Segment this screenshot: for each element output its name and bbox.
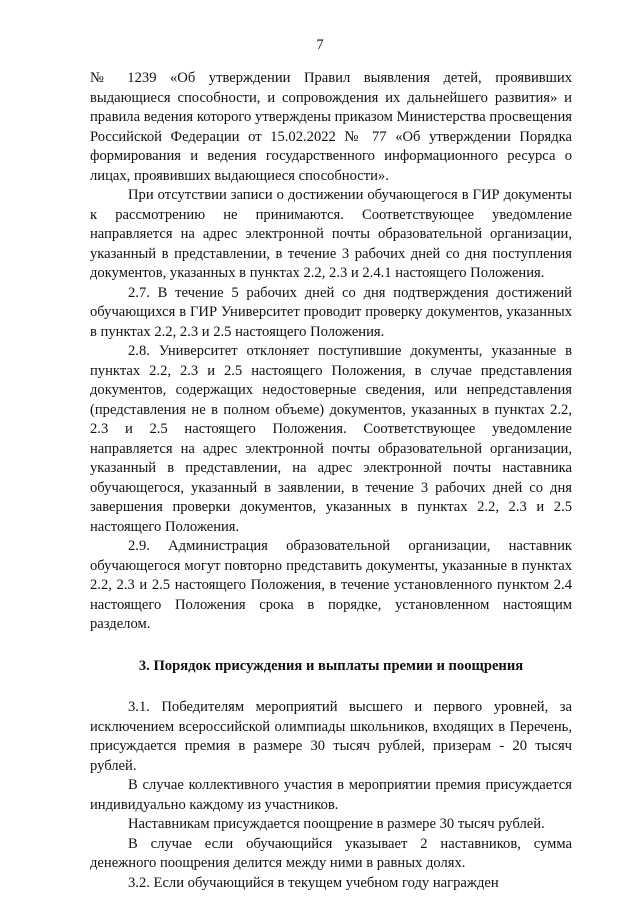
paragraph-mentor-reward: Наставникам присуждается поощрение в размере 30 тысяч рублей.: [128, 816, 545, 832]
page-number: 7: [316, 37, 324, 53]
paragraph-collective-participation: В случае коллективного участия в мероприятии премия присуждается индивидуально каждому из участников.: [90, 777, 572, 813]
paragraph-3-1: 3.1. Победителям мероприятий высшего и первого уровней, за исключением всероссийской олимпиады школьников, входящих в Перечень, присуждается премия в размере 30 тысяч рублей, призерам - 20 тысяч рублей.: [90, 699, 572, 774]
document-body: [90, 69, 572, 893]
paragraph-gir-reference: № 1239 «Об утверждении Правил выявления детей, проявивших выдающиеся способности, и сопровождения их дальнейшего развития» и правила ведения которого утверждены приказом Министерства просвещения Российской Федерации от 15.02.2022 № 77 «Об утверждении Порядка формирования и ведения государственного информационного ресурса о лицах, проявивших выдающиеся способности».: [90, 70, 572, 184]
paragraph-2-7: 2.7. В течение 5 рабочих дней со дня подтверждения достижений обучающихся в ГИР Университет проводит проверку документов, указанных в пунктах 2.2, 2.3 и 2.5 настоящего Положения.: [90, 284, 572, 340]
paragraph-2-8: 2.8. Университет отклоняет поступившие документы, указанные в пунктах 2.2, 2.3 и 2.5 настоящего Положения, в случае представления документов, содержащих недостоверные сведения, или непредставления (представления не в полном объеме) документов, указанных в пунктах 2.2, 2.3 и 2.5 настоящего Положения. Соответствующее уведомление направляется на адрес электронной почты образовательной организации, указанный в представлении, на адрес электронной почты наставника обучающегося, указанный в заявлении, в течение 3 рабочих дней со дня завершения проверки документов, указанных в пунктах 2.2, 2.3 и 2.5 настоящего Положения.: [90, 343, 572, 535]
paragraph-2-9: 2.9. Администрация образовательной организации, наставник обучающегося могут повторно представить документы, указанные в пунктах 2.2, 2.3 и 2.5 настоящего Положения, в течение установленного пунктом 2.4 настоящего Положения срока в порядке, установленном настоящим разделом.: [90, 538, 572, 632]
paragraph-3-2: 3.2. Если обучающийся в текущем учебном году награжден: [128, 874, 499, 891]
paragraph-no-gir-record: При отсутствии записи о достижении обучающегося в ГИР документы к рассмотрению не принимаются. Соответствующее уведомление направляется на адрес электронной почты образовательной организации, указанный в представлении, в течение 3 рабочих дней со дня поступления документов, указанных в пунктах 2.2, 2.3 и 2.4.1 настоящего Положения.: [90, 187, 572, 281]
section-heading: 3. Порядок присуждения и выплаты премии и поощрения: [138, 657, 524, 674]
paragraph-two-mentors: В случае если обучающийся указывает 2 наставников, сумма денежного поощрения делится между ними в равных долях.: [90, 835, 572, 871]
